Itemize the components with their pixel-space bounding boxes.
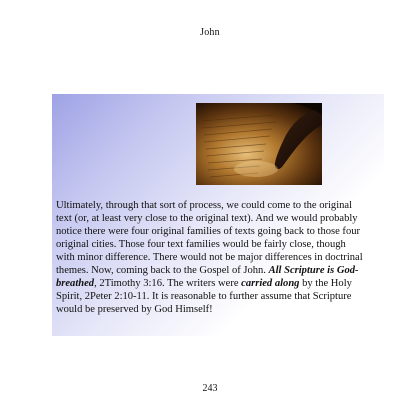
running-head: John — [200, 27, 220, 38]
body-line — [56, 303, 386, 316]
text-run: original cities. Those four text families would be fairly close, though — [56, 239, 346, 250]
text-run: would be preserved by God Himself! — [56, 304, 213, 315]
emphasis-phrase: carried along — [241, 278, 300, 289]
body-line — [56, 238, 386, 251]
manuscript-photo — [196, 103, 322, 185]
body-line — [56, 212, 386, 225]
body-line — [56, 251, 386, 264]
emphasis-quote: breathed — [56, 278, 95, 289]
text-run: with minor difference. There would not be major differences in doctrinal — [56, 252, 363, 263]
body-line — [56, 277, 386, 290]
text-run: notice there were four original families of texts going back to those four — [56, 226, 361, 237]
page-number: 243 — [202, 383, 218, 394]
text-run: by the Holy — [299, 278, 352, 289]
text-run: themes. Now, coming back to the Gospel of John. — [56, 265, 269, 276]
text-run: , 2Timothy 3:16. The writers were — [94, 278, 242, 289]
text-run: Ultimately, through that sort of process, we could come to the original — [56, 200, 353, 211]
body-line — [56, 225, 386, 238]
body-line — [56, 264, 386, 277]
body-line — [56, 290, 386, 303]
body-line — [56, 199, 386, 212]
text-run: text (or, at least very close to the original text). And we would probably — [56, 213, 358, 224]
text-run: Spirit, 2Peter 2:10-11. It is reasonable to further assume that Scripture — [56, 291, 352, 302]
manuscript-photo-illustration — [196, 103, 322, 185]
body-paragraph — [56, 199, 386, 316]
emphasis-quote: All Scripture is God- — [268, 265, 359, 276]
